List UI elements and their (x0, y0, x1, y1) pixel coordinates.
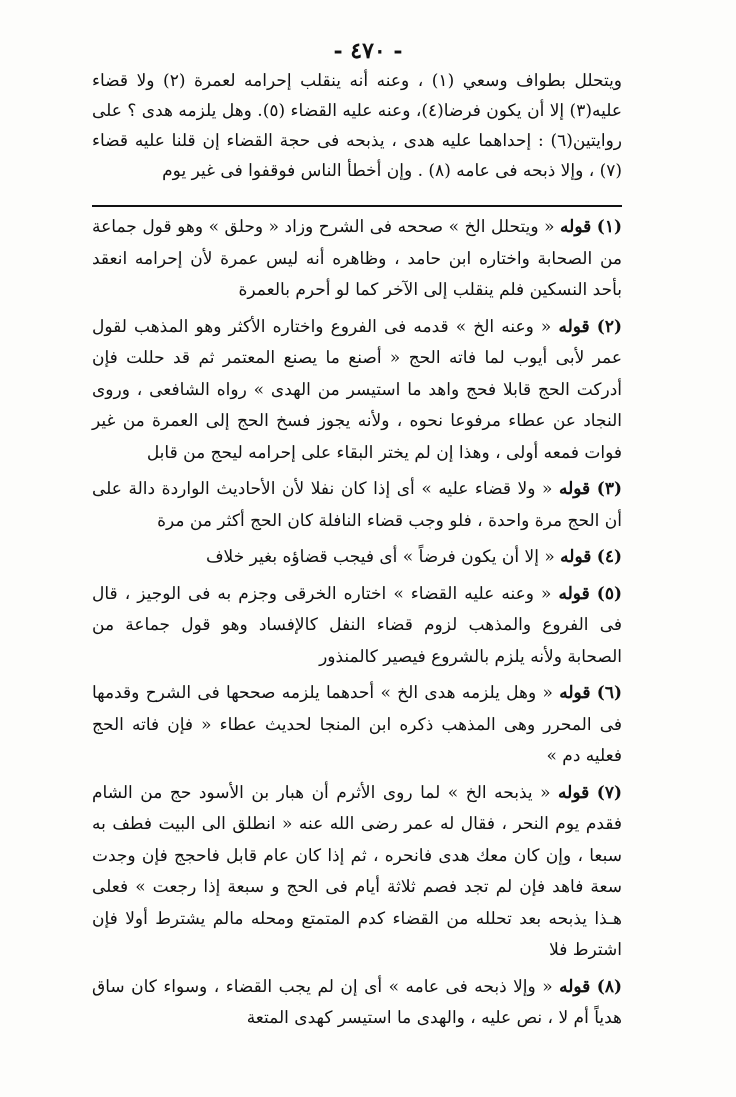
footnote-keyword: قوله (560, 547, 592, 567)
footnote-divider (92, 205, 622, 207)
footnote-number: (٨) (596, 976, 623, 997)
footnote-text: « يذبحه الخ » لما روى الأثرم أن هبار بن الأسود حج من الشام فقدم يوم النحر ، فقال له عمر رضى الله عنه « انطلق الى البيت فطف به سبعا ، وإن كان معك هدى فانحره ، ثم إذا كان عام قابل فاحجج فإن وجدت سعة فاهد فإن لم تجد فصم ثلاثة أيام فى الحج و سبعة إذا رجعت » فعلى هـذا يذبحه بعد تحلله من القضاء كدم المتمتع ومحله مالم يشترط أولا فإن اشترط فلا (92, 782, 622, 960)
footnote-keyword: قوله (559, 683, 591, 703)
footnote-text: « وإلا ذبحه فى عامه » أى إن لم يجب القضاء ، وسواء كان ساق هدياً أم لا ، نص عليه ، والهدى ما استيسر كهدى المتعة (92, 976, 622, 1028)
footnote-text: « وعنه عليه القضاء » اختاره الخرقى وجزم به فى الوجيز ، قال فى الفروع والمذهب لزوم قضاء النفل كالإفساد وهو قول جماعة من الصحابة ولأنه يلزم بالشروع فيصير كالمنذور (92, 583, 622, 667)
footnote-2 (92, 312, 622, 470)
footnote-number: (٣) (596, 479, 622, 499)
footnote-1 (92, 212, 622, 307)
footnote-number: (٦) (596, 683, 623, 703)
footnote-keyword: قوله (558, 583, 590, 604)
footnote-keyword: قوله (558, 479, 591, 499)
footnote-4 (92, 542, 622, 574)
footnote-text: « إلا أن يكون فرضاً » أى فيجب قضاؤه بغير خلاف (205, 547, 555, 567)
footnote-8 (92, 972, 622, 1035)
footnote-5 (92, 579, 622, 674)
footnotes (92, 212, 622, 1040)
footnote-number: (٥) (596, 583, 623, 604)
footnote-text: « ولا قضاء عليه » أى إذا كان نفلا لأن الأحاديث الواردة دالة على أن الحج مرة واحدة ، فلو وجب قضاء النافلة كان الحج أكثر من مرة (92, 479, 622, 531)
footnote-number: (٤) (596, 547, 622, 567)
footnote-number: (٢) (596, 316, 622, 337)
main-text: ويتحلل بطواف وسعي (١) ، وعنه أنه ينقلب إحرامه لعمرة (٢) ولا قضاء عليه(٣) إلا أن يكون فرضا(٤)، وعنه عليه القضاء (٥). وهل يلزمه هدى ؟ على روايتين(٦) : إحداهما عليه هدى ، يذبحه فى حجة القضاء إن قلنا عليه قضاء (٧) ، وإلا ذبحه فى عامه (٨) . وإن أخطأ الناس فوقفوا فى غير يوم (92, 71, 623, 181)
footnote-text: « وعنه الخ » قدمه فى الفروع واختاره الأكثر وهو المذهب لقول عمر لأبى أيوب لما فاته الحج « أصنع ما يصنع المعتمر ثم قد حللت فإن أدركت الحج قابلا فحج واهد ما استيسر من الهدى » رواه الشافعى ، وروى النجاد عن عطاء مرفوعا نحوه ، ولأنه يجوز فسخ الحج إلى العمرة من غير فوات فمعه أولى ، وهذا إن لم يختر البقاء على إحرامه ليحج من قابل (92, 316, 622, 463)
footnote-keyword: قوله (559, 976, 591, 997)
footnote-number: (١) (596, 217, 623, 237)
footnote-7 (92, 778, 622, 967)
footnote-3 (92, 474, 622, 537)
footnote-keyword: قوله (558, 316, 590, 337)
footnote-keyword: قوله (558, 782, 590, 803)
footnote-keyword: قوله (560, 217, 592, 237)
footnote-text: « ويتحلل الخ » صححه فى الشرح وزاد « وحلق » وهو قول جماعة من الصحابة واختاره ابن حامد ، وظاهره أنه ليس عمرة لأن إحرامه انعقد بأحد النسكين فلم ينقلب إلى الآخر كما لو أحرم بالعمرة (92, 217, 622, 300)
page-number: - ٤٧٠ - (333, 38, 403, 64)
footnote-text: « وهل يلزمه هدى الخ » أحدهما يلزمه صححها فى الشرح وقدمها فى المحرر وهى المذهب ذكره ابن المنجا لحديث عطاء « فإن فاته الحج فعليه دم » (92, 683, 622, 766)
footnote-6 (92, 678, 622, 773)
footnote-number: (٧) (596, 782, 623, 803)
